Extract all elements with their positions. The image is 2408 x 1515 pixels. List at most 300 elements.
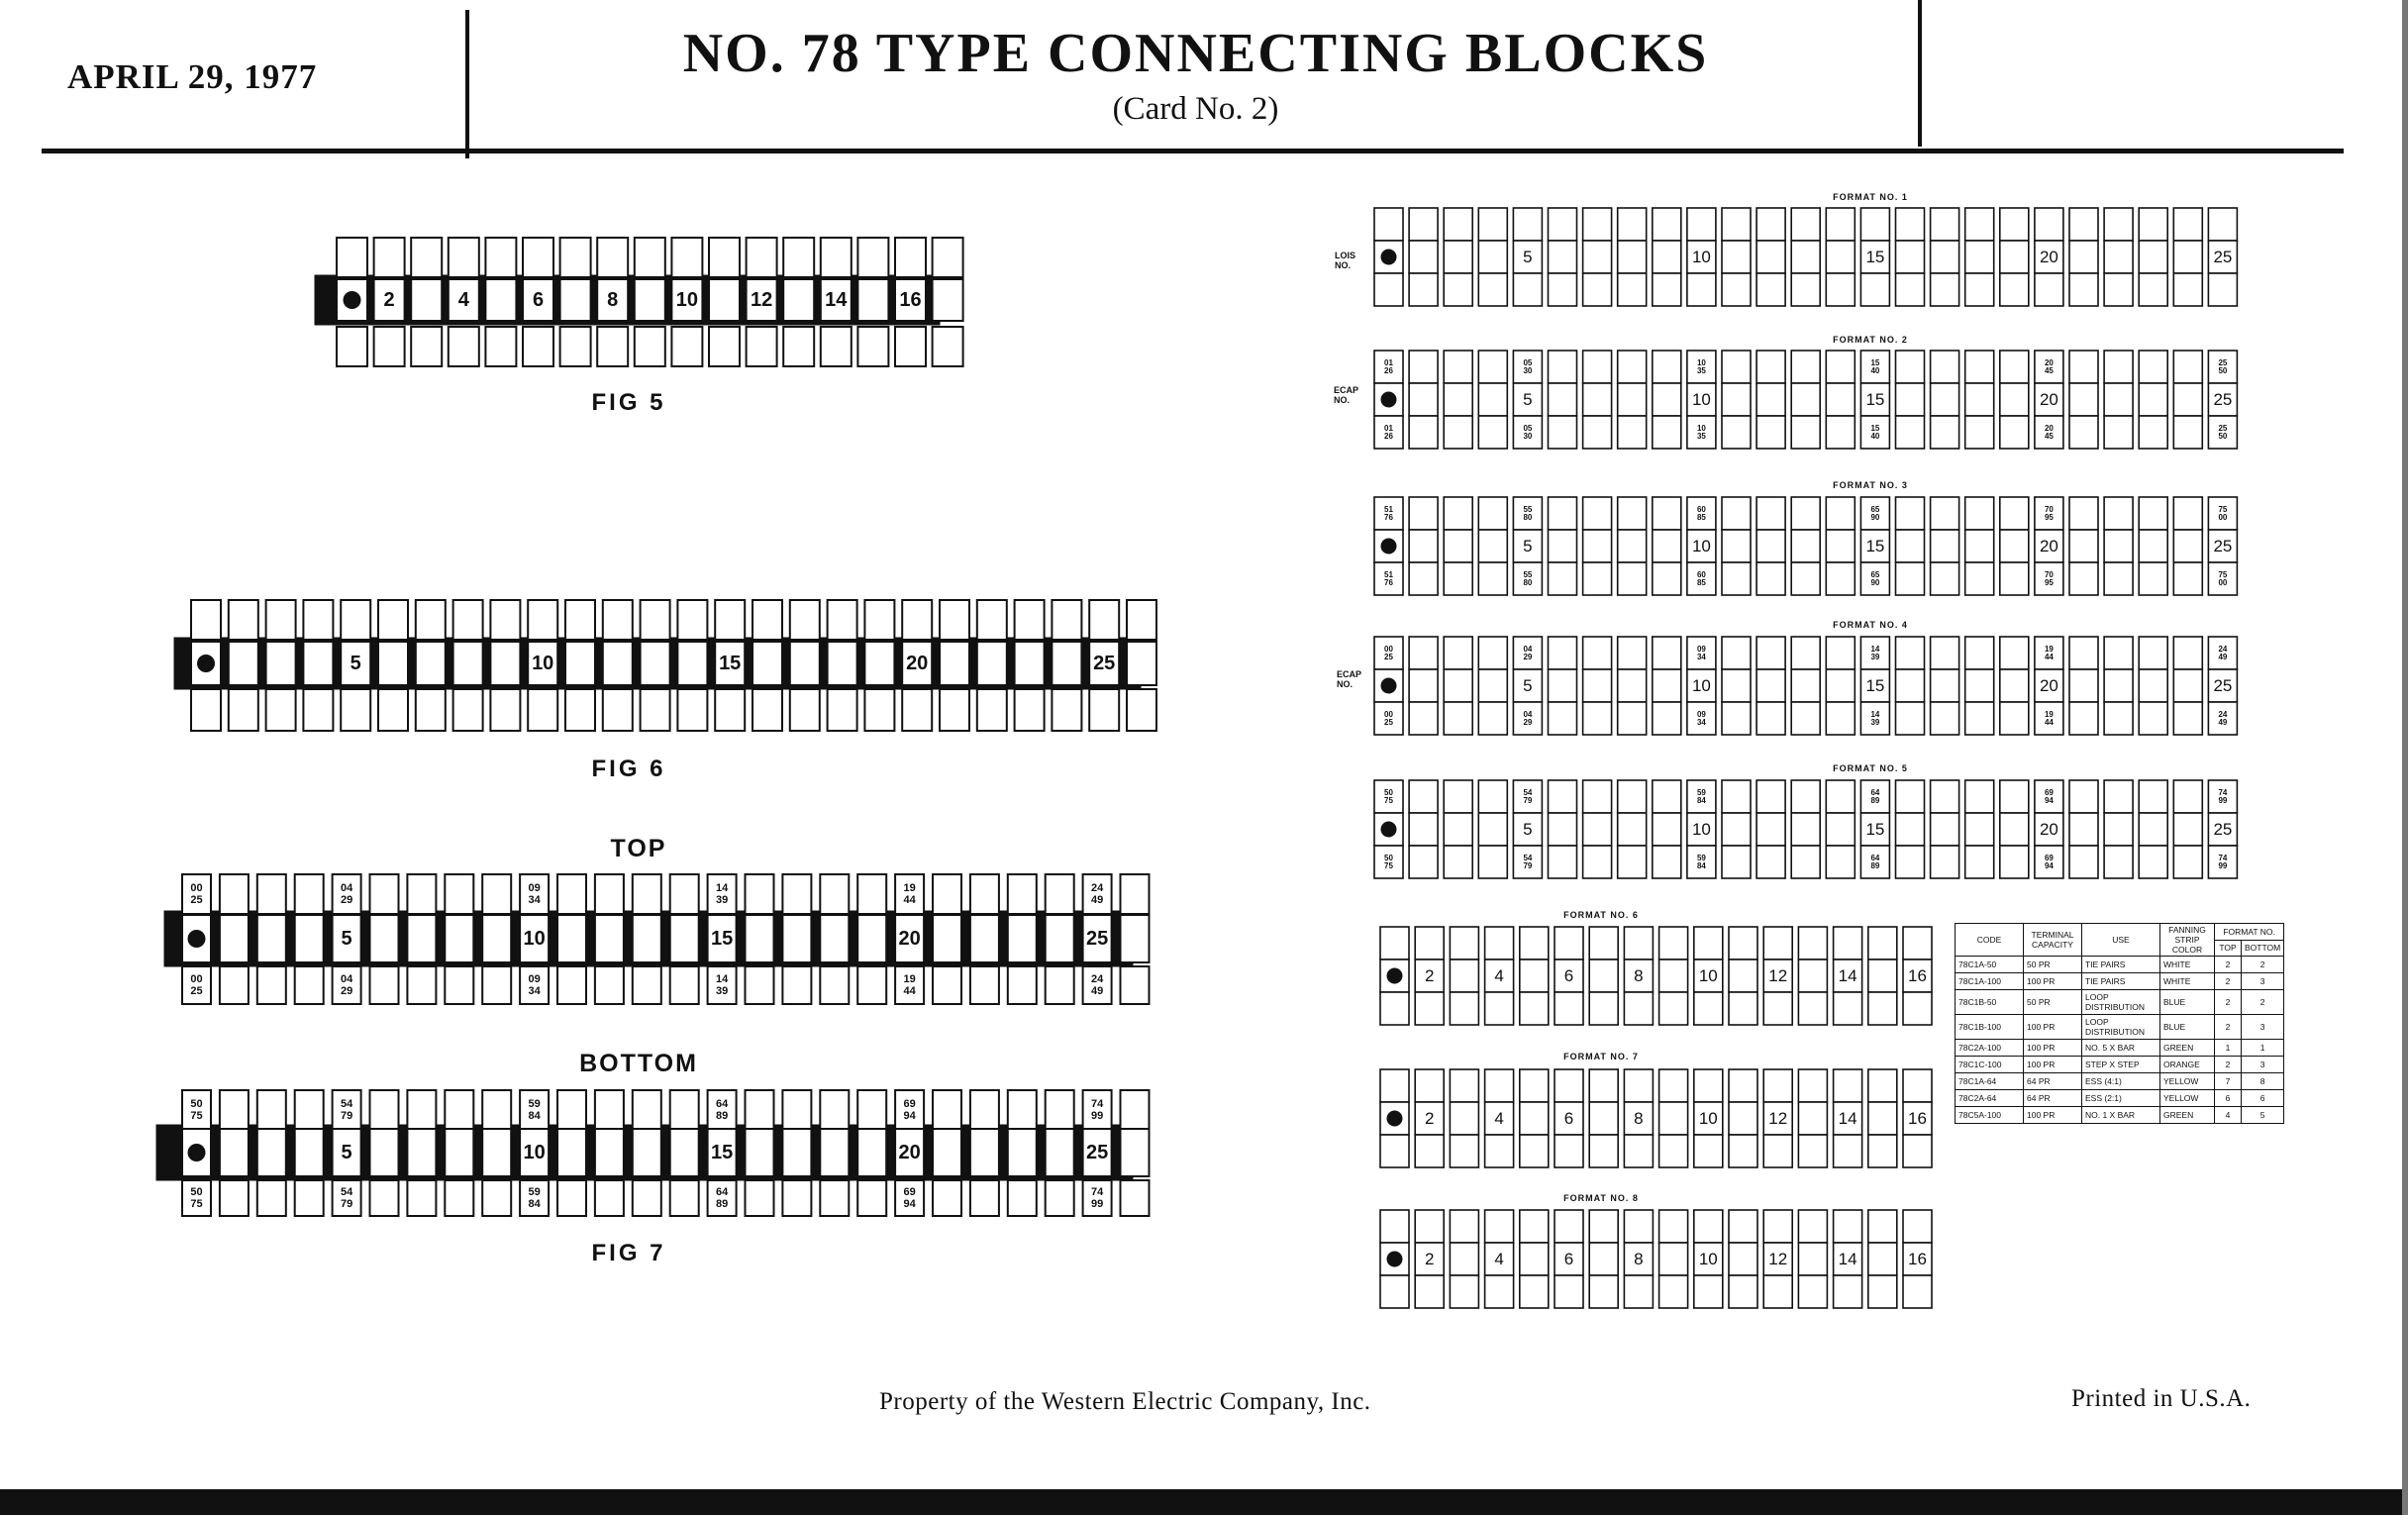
fig7-bottom-pair-label: 10 [523, 1142, 546, 1163]
fig7-bottom-pair-top-line: 75 [190, 1109, 203, 1122]
fig6-clip-top [828, 600, 857, 640]
fig6-clip-mid [940, 642, 969, 685]
format2-cell [2139, 416, 2167, 449]
format1-cell [1374, 208, 1403, 241]
fig7-top-clip-mid [746, 915, 774, 962]
format1-cell [1965, 273, 1994, 306]
format5-cell [1896, 780, 1925, 813]
format4-cell [1826, 669, 1855, 702]
fig6-clip-bottom [1089, 689, 1119, 731]
format3-cell [1618, 497, 1647, 530]
format1-cell [1374, 273, 1403, 306]
fig7-top-clip-mid [445, 915, 473, 962]
format6-index-dot [1387, 968, 1403, 984]
format5-cell [1583, 813, 1612, 846]
format4-cell [1583, 669, 1612, 702]
format6-cell [1729, 927, 1757, 960]
fig7-top-clip-top [820, 874, 849, 914]
format7-cell [1415, 1135, 1444, 1167]
format5-cell [1549, 813, 1577, 846]
format6-cell [1485, 992, 1514, 1025]
format4-cell [1444, 637, 1472, 669]
format4-cell [1653, 637, 1681, 669]
fig7-bottom-clip-top [295, 1090, 324, 1130]
format6-cell [1589, 992, 1618, 1025]
fig7-top-pair-bottom-line: 14 [715, 973, 729, 986]
fig7-top-pair-bottom-line: 29 [340, 984, 353, 997]
format7-cell [1694, 1069, 1723, 1102]
table-cell: 78C1A-50 [1956, 957, 2024, 973]
fig7-bottom-clip-top [857, 1090, 886, 1130]
table-cell: 78C5A-100 [1956, 1107, 2024, 1124]
format3-cell [1722, 530, 1751, 562]
fig7-top-label: TOP [610, 835, 667, 862]
fig6-clip-bottom [266, 689, 296, 731]
format3-pair-bottom-line: 90 [1870, 578, 1880, 588]
fig7-bottom-label: BOTTOM [579, 1050, 698, 1077]
fig5-clip-mid [933, 279, 963, 321]
format5-cell [1583, 780, 1612, 813]
fig5-clip-mid [635, 279, 665, 321]
format5-cell [1549, 846, 1577, 878]
table-cell: 3 [2242, 1015, 2284, 1040]
format5-cell [1791, 846, 1820, 878]
format6-cell [1798, 992, 1827, 1025]
format4-cell [1478, 669, 1507, 702]
format3-cell [2173, 562, 2202, 595]
format8-title: FORMAT NO. 8 [1563, 1193, 1639, 1203]
fig5-clip-bottom [337, 327, 367, 366]
fig7-top-clip-top [220, 874, 249, 914]
fig6-clip-mid [977, 642, 1007, 685]
fig7-bottom-pair-top [903, 1098, 916, 1122]
format3-pair-bottom [1870, 570, 1879, 587]
format1-cell [2139, 241, 2167, 273]
format6-cell [1659, 992, 1688, 1025]
format4-pair-bottom-line: 39 [1870, 718, 1880, 728]
format3-cell [2000, 530, 2029, 562]
fig7-bottom-clip-mid [407, 1129, 436, 1176]
fig7-top-clip-bottom [370, 966, 399, 1004]
format8-number: 8 [1634, 1250, 1644, 1268]
format3-cell [1583, 562, 1612, 595]
code-table-header: TERMINAL CAPACITY [2024, 924, 2082, 957]
format3-pair-bottom [2218, 570, 2227, 587]
fig6-clip-mid [1127, 642, 1156, 685]
fig7-top-clip-bottom [820, 966, 849, 1004]
format5-cell [1756, 813, 1785, 846]
fig5-clip-bottom [821, 327, 852, 366]
format3-cell [1549, 562, 1577, 595]
format3-cell [1965, 562, 1994, 595]
format6-cell [1555, 927, 1583, 960]
fig5-pair-label: 2 [383, 289, 395, 311]
format2-cell [1791, 351, 1820, 383]
format4-cell [1791, 637, 1820, 669]
format1-cell [2208, 273, 2237, 306]
format3-cell [1896, 562, 1925, 595]
format5-pair-top-line: 59 [1696, 787, 1706, 797]
format6-cell [1624, 927, 1653, 960]
format2-cell [1618, 351, 1647, 383]
format4-pair-top-line: 09 [1696, 644, 1706, 654]
fig7-bottom-clip-bottom [782, 1180, 811, 1216]
format4-index-dot [1381, 678, 1397, 694]
format7-cell [1589, 1135, 1618, 1167]
format4-pair-top-line: 00 [1384, 644, 1393, 654]
code-table-subheader: BOTTOM [2242, 940, 2284, 957]
format7-cell [1868, 1135, 1897, 1167]
fig6-clip-top [191, 600, 221, 640]
format2-cell [1965, 351, 1994, 383]
fig7-top-clip-bottom [782, 966, 811, 1004]
format5-cell [2139, 780, 2167, 813]
format3-cell [2173, 497, 2202, 530]
format2-cell [1478, 383, 1507, 416]
format1-cell [1931, 241, 1959, 273]
fig7-top-pair-bottom-line: 44 [903, 984, 916, 997]
format8-cell [1450, 1275, 1478, 1308]
format4-cell [2139, 637, 2167, 669]
format4-pair-top-line: 29 [1523, 653, 1533, 662]
format5-pair-top-line: 69 [2044, 787, 2054, 797]
fig5-pair-label: 6 [532, 289, 545, 311]
format4-cell [1965, 637, 1994, 669]
format2-pair-bottom-line: 01 [1384, 423, 1393, 433]
fig7-bottom-clip-mid [220, 1129, 249, 1176]
format6-number: 10 [1698, 966, 1718, 985]
fig7-top-clip-top [1121, 874, 1150, 914]
fig5-clip-bottom [783, 327, 814, 366]
format1-cell [1549, 273, 1577, 306]
format8-cell [1798, 1243, 1827, 1275]
format8-cell [1520, 1243, 1549, 1275]
format5-pair-top-line: 79 [1523, 796, 1533, 806]
format5-pair-top-line: 64 [1870, 787, 1880, 797]
format5-title: FORMAT NO. 5 [1833, 763, 1908, 773]
format2-pair-top [1870, 358, 1879, 375]
format2-pair-top-line: 15 [1870, 357, 1880, 367]
format6-cell [1798, 960, 1827, 992]
table-cell: LOOP DISTRIBUTION [2082, 1015, 2160, 1040]
table-cell: WHITE [2160, 957, 2215, 973]
fig7-bottom-pair-top-line: 99 [1090, 1109, 1104, 1122]
fig7-top-pair-top-line: 14 [715, 882, 729, 895]
table-cell: BLUE [2160, 1015, 2215, 1040]
fig7-bottom-clip-mid [1008, 1129, 1037, 1176]
fig5-clip-mid [709, 279, 740, 321]
format7-cell [1485, 1069, 1514, 1102]
format7-number: 12 [1768, 1109, 1788, 1128]
format6-cell [1520, 992, 1549, 1025]
format5-pair-bottom-line: 84 [1696, 861, 1706, 871]
format5-cell [2173, 813, 2202, 846]
table-cell: 78C1A-64 [1956, 1073, 2024, 1090]
fig7-bottom-clip-top [746, 1090, 774, 1130]
format8-cell [1868, 1210, 1897, 1243]
format1-cell [1618, 241, 1647, 273]
format4-cell [1549, 702, 1577, 735]
fig5-clip-top [821, 238, 852, 277]
fig7-bottom-pair-bottom-line: 69 [903, 1186, 916, 1199]
fig7-top-clip-mid [595, 915, 624, 962]
format4-cell [1931, 669, 1959, 702]
table-cell: YELLOW [2160, 1073, 2215, 1090]
fig7-bottom-clip-bottom [933, 1180, 961, 1216]
format5-cell [2000, 780, 2029, 813]
format3-number: 25 [2213, 537, 2233, 556]
format5-number: 5 [1523, 820, 1533, 839]
format4-cell [1826, 637, 1855, 669]
fig7-bottom-clip-bottom [220, 1180, 249, 1216]
fig7-top-pair-top [716, 882, 729, 906]
format3-cell [1791, 497, 1820, 530]
format7-cell [1798, 1102, 1827, 1135]
fig7-top-pair-bottom [1091, 973, 1104, 997]
format4-cell [1965, 669, 1994, 702]
format5-pair-top-line: 54 [1523, 787, 1533, 797]
fig7-bottom-pair-bottom [716, 1186, 729, 1210]
fig7-top-clip-bottom [970, 966, 999, 1004]
format4-cell [1931, 637, 1959, 669]
fig7-top-clip-bottom [1008, 966, 1037, 1004]
fig6-caption: FIG 6 [591, 756, 666, 782]
format2-pair-bottom-line: 40 [1870, 432, 1880, 442]
fig7-bottom-pair-top [341, 1098, 353, 1122]
fig7-bottom-pair-label: 5 [341, 1142, 352, 1163]
format5-cell [1896, 846, 1925, 878]
fig7-top-pair-bottom-line: 00 [190, 973, 203, 986]
format2-pair-bottom-line: 05 [1523, 423, 1533, 433]
format1-number: 20 [2039, 248, 2058, 266]
format2-pair-bottom [2218, 424, 2227, 441]
format8-number: 12 [1768, 1250, 1788, 1268]
format3-cell [1653, 497, 1681, 530]
format5-cell [2139, 846, 2167, 878]
format5-cell [1931, 846, 1959, 878]
format6-cell [1520, 960, 1549, 992]
fig5-clip-bottom [857, 327, 888, 366]
format5-pair-top-line: 75 [1384, 796, 1393, 806]
format3-pair-top [2045, 505, 2054, 522]
table-cell: 1 [2242, 1040, 2284, 1057]
fig7-top-clip-top [595, 874, 624, 914]
fig7-bottom-clip-mid [782, 1129, 811, 1176]
format2-cell [1791, 383, 1820, 416]
fig5-clip-bottom [411, 327, 442, 366]
fig5-clip-bottom [895, 327, 926, 366]
format2-cell [1583, 416, 1612, 449]
format4-cell [1756, 669, 1785, 702]
format1-cell [1722, 273, 1751, 306]
format5-cell [2104, 813, 2133, 846]
fig6-clip-mid [752, 642, 782, 685]
fig5-clip-bottom [523, 327, 553, 366]
fig5-clip-bottom [449, 327, 479, 366]
fig6-pair-label: 10 [532, 653, 554, 674]
format3-pair-bottom-line: 60 [1696, 569, 1706, 579]
format7-cell [1485, 1135, 1514, 1167]
fig6-clip-mid [453, 642, 483, 685]
fig7-bottom-clip-mid [482, 1129, 511, 1176]
format2-pair-top-line: 01 [1384, 357, 1393, 367]
format1-cell [1896, 241, 1925, 273]
fig6-clip-bottom [1052, 689, 1081, 731]
fig7-top-clip-mid [857, 915, 886, 962]
fig7-top-clip-top [295, 874, 324, 914]
format4-cell [1653, 702, 1681, 735]
format3-cell [1583, 497, 1612, 530]
format1-cell [1549, 208, 1577, 241]
format2-pair-bottom-line: 35 [1696, 432, 1706, 442]
code-table-header: USE [2082, 924, 2160, 957]
format8-cell [1555, 1210, 1583, 1243]
format2-cell [2173, 416, 2202, 449]
format4-pair-bottom-line: 29 [1523, 718, 1533, 728]
fig7-top-pair-bottom [528, 973, 541, 997]
format4-cell [2104, 637, 2133, 669]
format4-cell [1896, 669, 1925, 702]
fig7-top-clip-bottom [482, 966, 511, 1004]
fig6-clip-top [977, 600, 1007, 640]
fig7-bottom-clip-mid [445, 1129, 473, 1176]
fig6-clip-top [1089, 600, 1119, 640]
format8-cell [1589, 1210, 1618, 1243]
format6-cell [1903, 992, 1932, 1025]
fig7-bottom-clip-bottom [295, 1180, 324, 1216]
fig6-clip-mid [641, 642, 670, 685]
format4-cell [1791, 669, 1820, 702]
fig7-bottom-pair-bottom-line: 54 [340, 1186, 353, 1199]
fig5-caption: FIG 5 [591, 389, 666, 416]
format1-cell [1478, 273, 1507, 306]
format3-cell [1444, 497, 1472, 530]
fig7-bottom-clip-bottom [1008, 1180, 1037, 1216]
fig6-clip-bottom [416, 689, 446, 731]
format7-cell [1520, 1102, 1549, 1135]
format3-cell [2139, 530, 2167, 562]
fig7-bottom-pair-bottom-line: 89 [715, 1197, 729, 1210]
format5-cell [1583, 846, 1612, 878]
format7-cell [1729, 1069, 1757, 1102]
fig7-top-pair-bottom-line: 34 [528, 984, 541, 997]
fig6-clip-top [378, 600, 408, 640]
format8-cell [1729, 1243, 1757, 1275]
format5-cell [1409, 846, 1438, 878]
fig7-top-clip-top [1046, 874, 1074, 914]
fig6-clip-top [1127, 600, 1156, 640]
fig6-clip-mid [864, 642, 894, 685]
fig7-top-pair-label: 15 [710, 928, 734, 950]
fig7-top-pair-top [190, 882, 202, 906]
format4-cell [1756, 702, 1785, 735]
table-cell: ORANGE [2160, 1057, 2215, 1073]
format3-pair-top-line: 00 [2218, 513, 2228, 523]
format3-index-dot [1381, 539, 1397, 555]
fig7-bottom-pair-bottom [903, 1186, 916, 1210]
table-cell: 6 [2215, 1090, 2242, 1107]
table-cell: 100 PR [2024, 1107, 2082, 1124]
fig7-top-clip-bottom [257, 966, 286, 1004]
fig5-clip-mid [560, 279, 591, 321]
format6-cell [1589, 960, 1618, 992]
format4-cell [1444, 702, 1472, 735]
fig6-clip-top [229, 600, 258, 640]
format2-title: FORMAT NO. 2 [1833, 335, 1908, 345]
format5-cell [1618, 846, 1647, 878]
format2-cell [1965, 416, 1994, 449]
format5-cell [2104, 780, 2133, 813]
format1-cell [1860, 273, 1889, 306]
format2-pair-top [2218, 358, 2227, 375]
format5-cell [1444, 813, 1472, 846]
table-cell: YELLOW [2160, 1090, 2215, 1107]
table-cell: 78C1C-100 [1956, 1057, 2024, 1073]
format8-cell [1589, 1275, 1618, 1308]
format5-cell [1756, 780, 1785, 813]
format5-cell [2000, 813, 2029, 846]
format1-cell [1653, 273, 1681, 306]
format2-cell [1549, 416, 1577, 449]
format3-cell [1478, 497, 1507, 530]
table-cell: 3 [2242, 973, 2284, 990]
fig7-top-clip-top [407, 874, 436, 914]
fig5-clip-top [597, 238, 628, 277]
fig5-clip-top [857, 238, 888, 277]
fig7-bottom-pair-top-line: 69 [903, 1098, 916, 1111]
format6-cell [1694, 927, 1723, 960]
card-title: NO. 78 TYPE CONNECTING BLOCKS [682, 23, 1709, 84]
format7-cell [1380, 1135, 1409, 1167]
format8-cell [1589, 1243, 1618, 1275]
format1-cell [2035, 273, 2063, 306]
format1-cell [1583, 208, 1612, 241]
fig7-bottom-clip-top [482, 1090, 511, 1130]
format7-cell [1659, 1069, 1688, 1102]
format5-cell [2139, 813, 2167, 846]
fig7-bottom-pair-label: 25 [1085, 1142, 1109, 1163]
fig6-clip-bottom [1015, 689, 1045, 731]
format3-title: FORMAT NO. 3 [1833, 480, 1908, 490]
fig6-clip-bottom [453, 689, 483, 731]
format3-cell [2000, 562, 2029, 595]
format7-cell [1589, 1069, 1618, 1102]
format2-cell [1826, 383, 1855, 416]
format5-pair-bottom-line: 59 [1696, 853, 1706, 862]
format1-cell [1791, 208, 1820, 241]
fig7-top-clip-mid [670, 915, 699, 962]
fig7-top-clip-bottom [746, 966, 774, 1004]
format7-cell [1729, 1135, 1757, 1167]
format3-cell [1931, 562, 1959, 595]
code-table-header-row [1956, 924, 2284, 941]
format3-cell [1826, 562, 1855, 595]
format5-cell [1478, 780, 1507, 813]
format5-index-dot [1381, 822, 1397, 838]
fig7-bottom-index-dot [188, 1144, 206, 1162]
format2-cell [1478, 416, 1507, 449]
format4-pair-top-line: 04 [1523, 644, 1533, 654]
table-cell: 78C2A-64 [1956, 1090, 2024, 1107]
format5-cell [1444, 780, 1472, 813]
fig7-bottom-clip-bottom [445, 1180, 473, 1216]
format4-cell [2000, 669, 2029, 702]
fig6-clip-top [528, 600, 557, 640]
format5-cell [1826, 780, 1855, 813]
format4-cell [1722, 669, 1751, 702]
fig6-clip-bottom [341, 689, 370, 731]
fig5-clip-top [709, 238, 740, 277]
